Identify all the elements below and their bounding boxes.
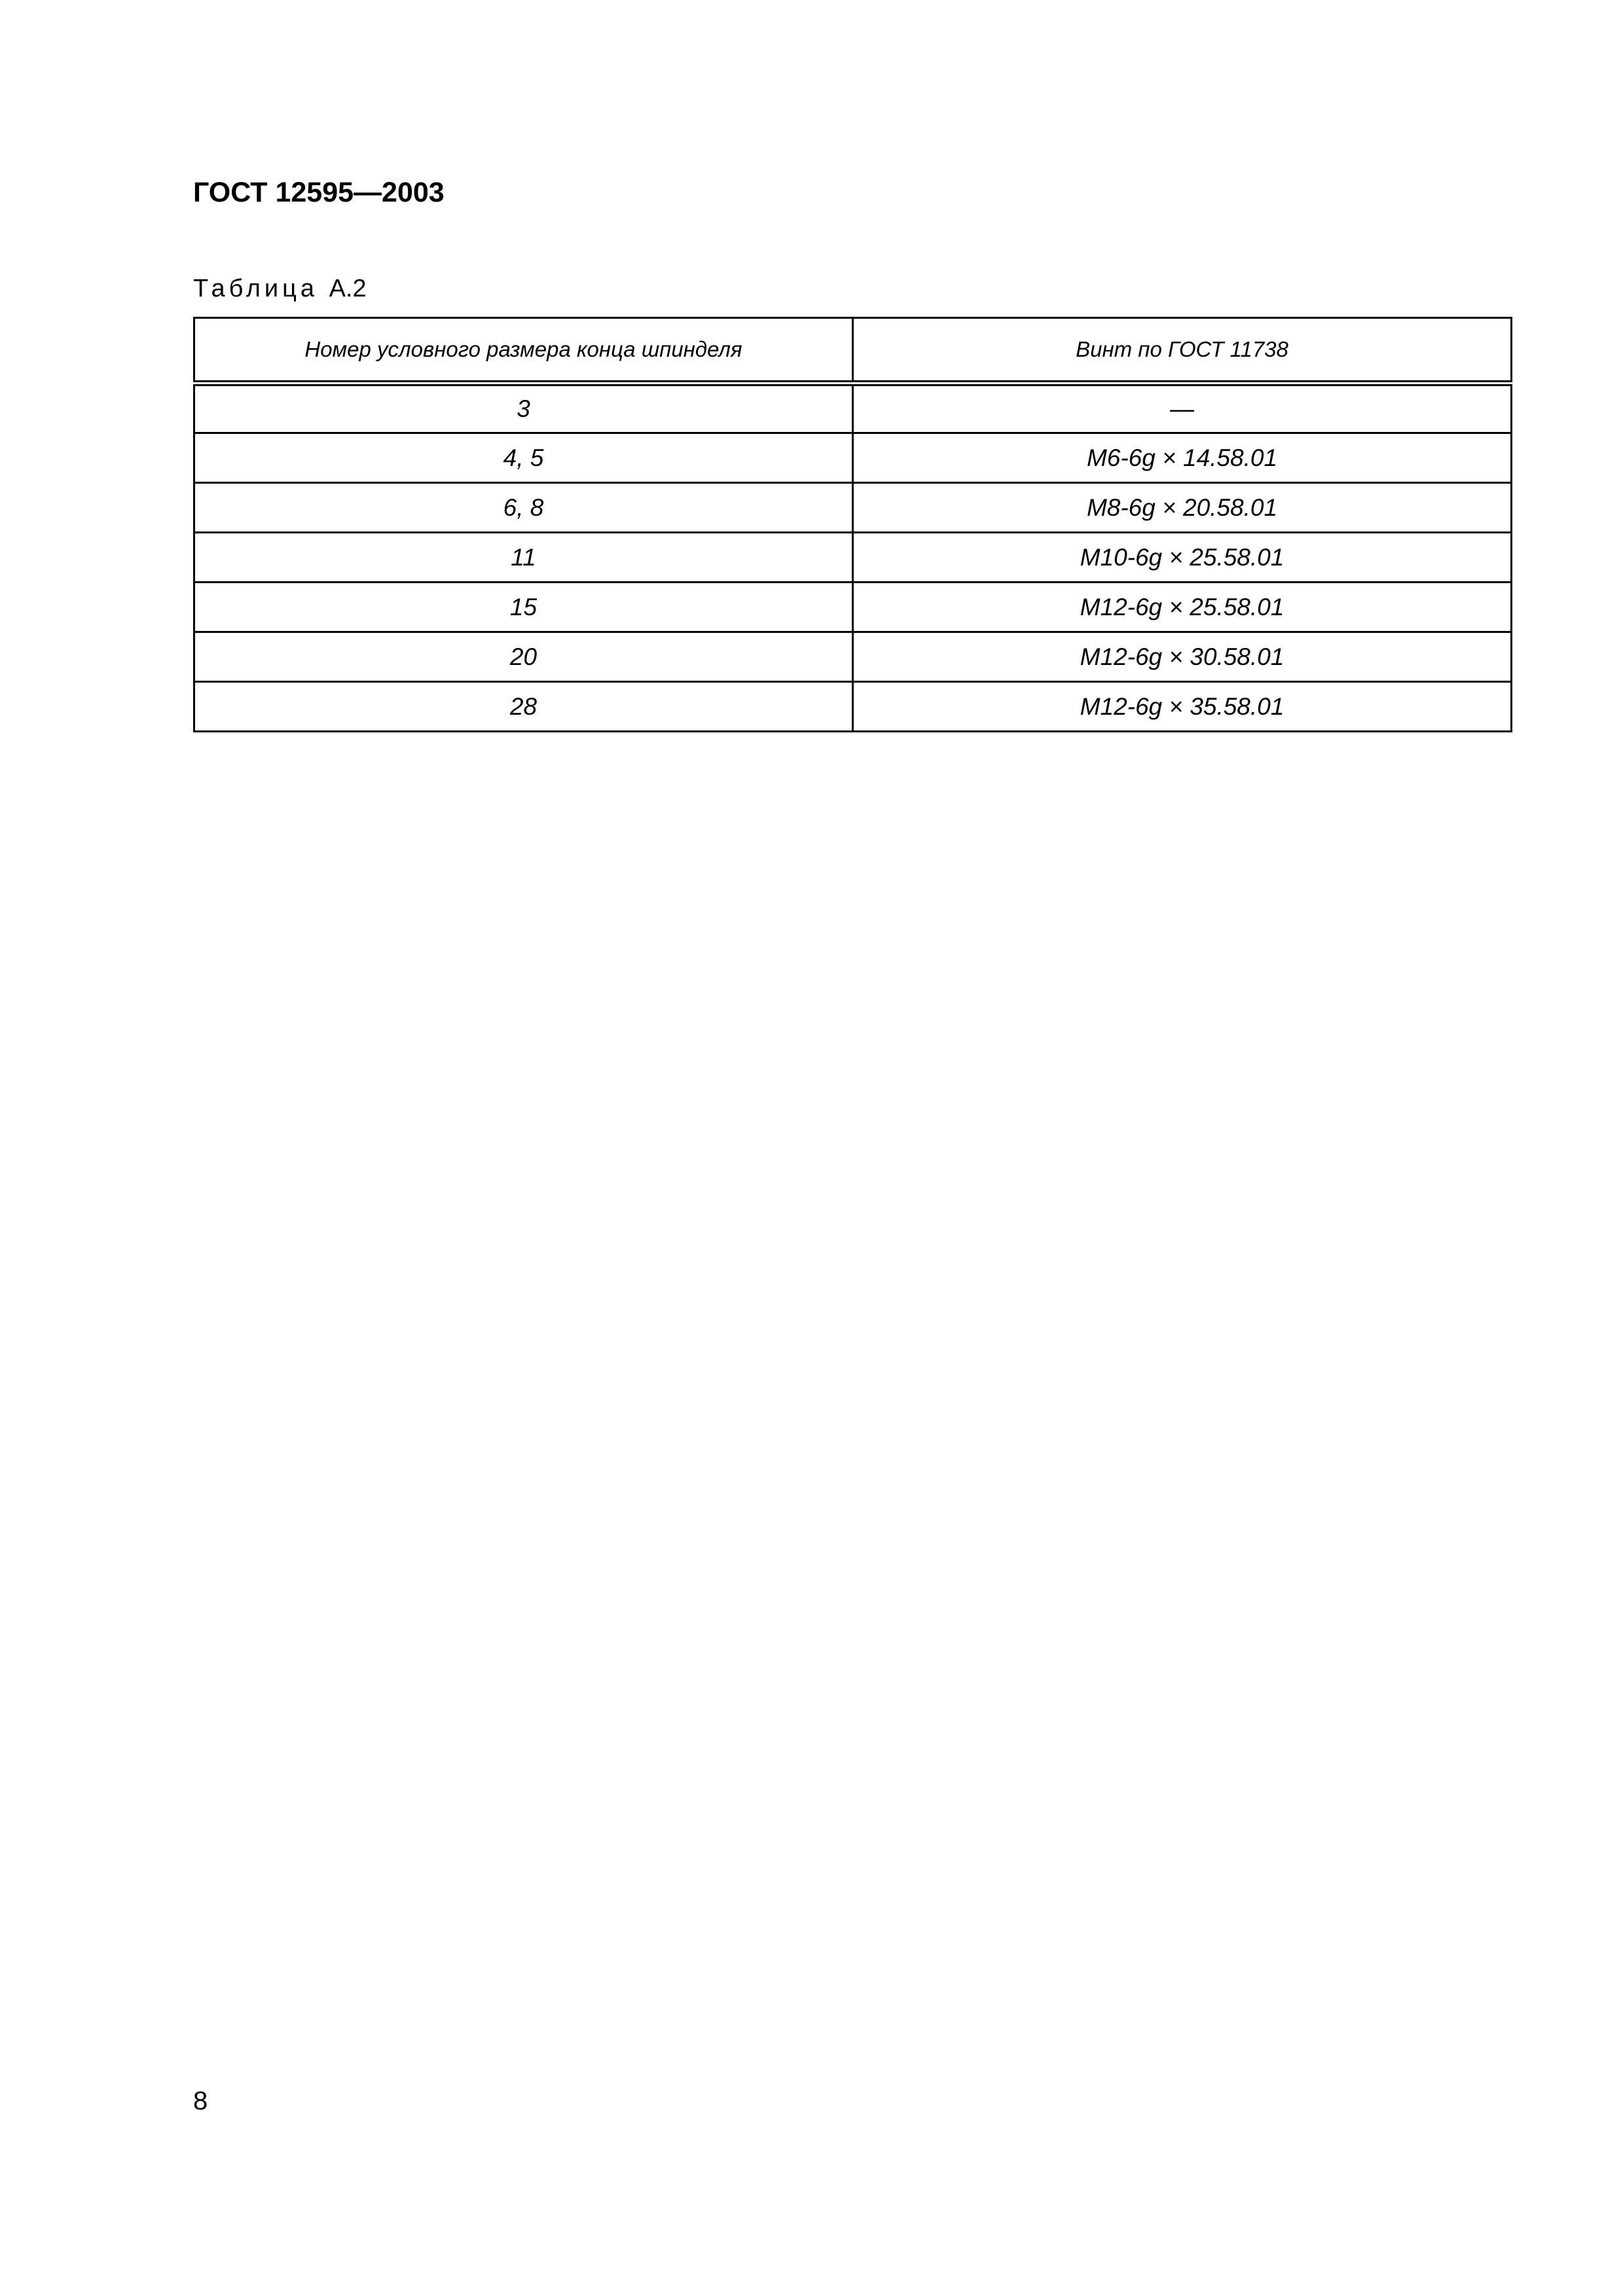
- table-row: [194, 583, 1512, 632]
- cell-spindle-size: 28: [194, 682, 853, 732]
- cell-screw: —: [853, 384, 1512, 433]
- table-caption: [193, 275, 367, 303]
- table-row: [194, 682, 1512, 732]
- cell-spindle-size: 6, 8: [194, 483, 853, 533]
- cell-screw: М12-6g × 30.58.01: [853, 632, 1512, 682]
- cell-screw: М10-6g × 25.58.01: [853, 533, 1512, 583]
- table-header-row: [194, 318, 1512, 384]
- table-row: [194, 533, 1512, 583]
- cell-screw: М12-6g × 35.58.01: [853, 682, 1512, 732]
- cell-screw: М12-6g × 25.58.01: [853, 583, 1512, 632]
- page-number: 8: [193, 2087, 208, 2115]
- cell-spindle-size: 4, 5: [194, 433, 853, 483]
- cell-spindle-size: 15: [194, 583, 853, 632]
- table-row: [194, 632, 1512, 682]
- table-row: [194, 433, 1512, 483]
- cell-screw: М6-6g × 14.58.01: [853, 433, 1512, 483]
- table-caption-word: Таблица: [193, 275, 318, 302]
- table-row: [194, 384, 1512, 433]
- document-code: ГОСТ 12595—2003: [193, 177, 445, 208]
- cell-screw: М8-6g × 20.58.01: [853, 483, 1512, 533]
- screw-table: [193, 317, 1512, 732]
- column-header-screw: Винт по ГОСТ 11738: [853, 318, 1512, 384]
- cell-spindle-size: 3: [194, 384, 853, 433]
- table-caption-number: А.2: [329, 275, 367, 302]
- column-header-spindle-size: Номер условного размера конца шпинделя: [194, 318, 853, 384]
- table-row: [194, 483, 1512, 533]
- cell-spindle-size: 11: [194, 533, 853, 583]
- cell-spindle-size: 20: [194, 632, 853, 682]
